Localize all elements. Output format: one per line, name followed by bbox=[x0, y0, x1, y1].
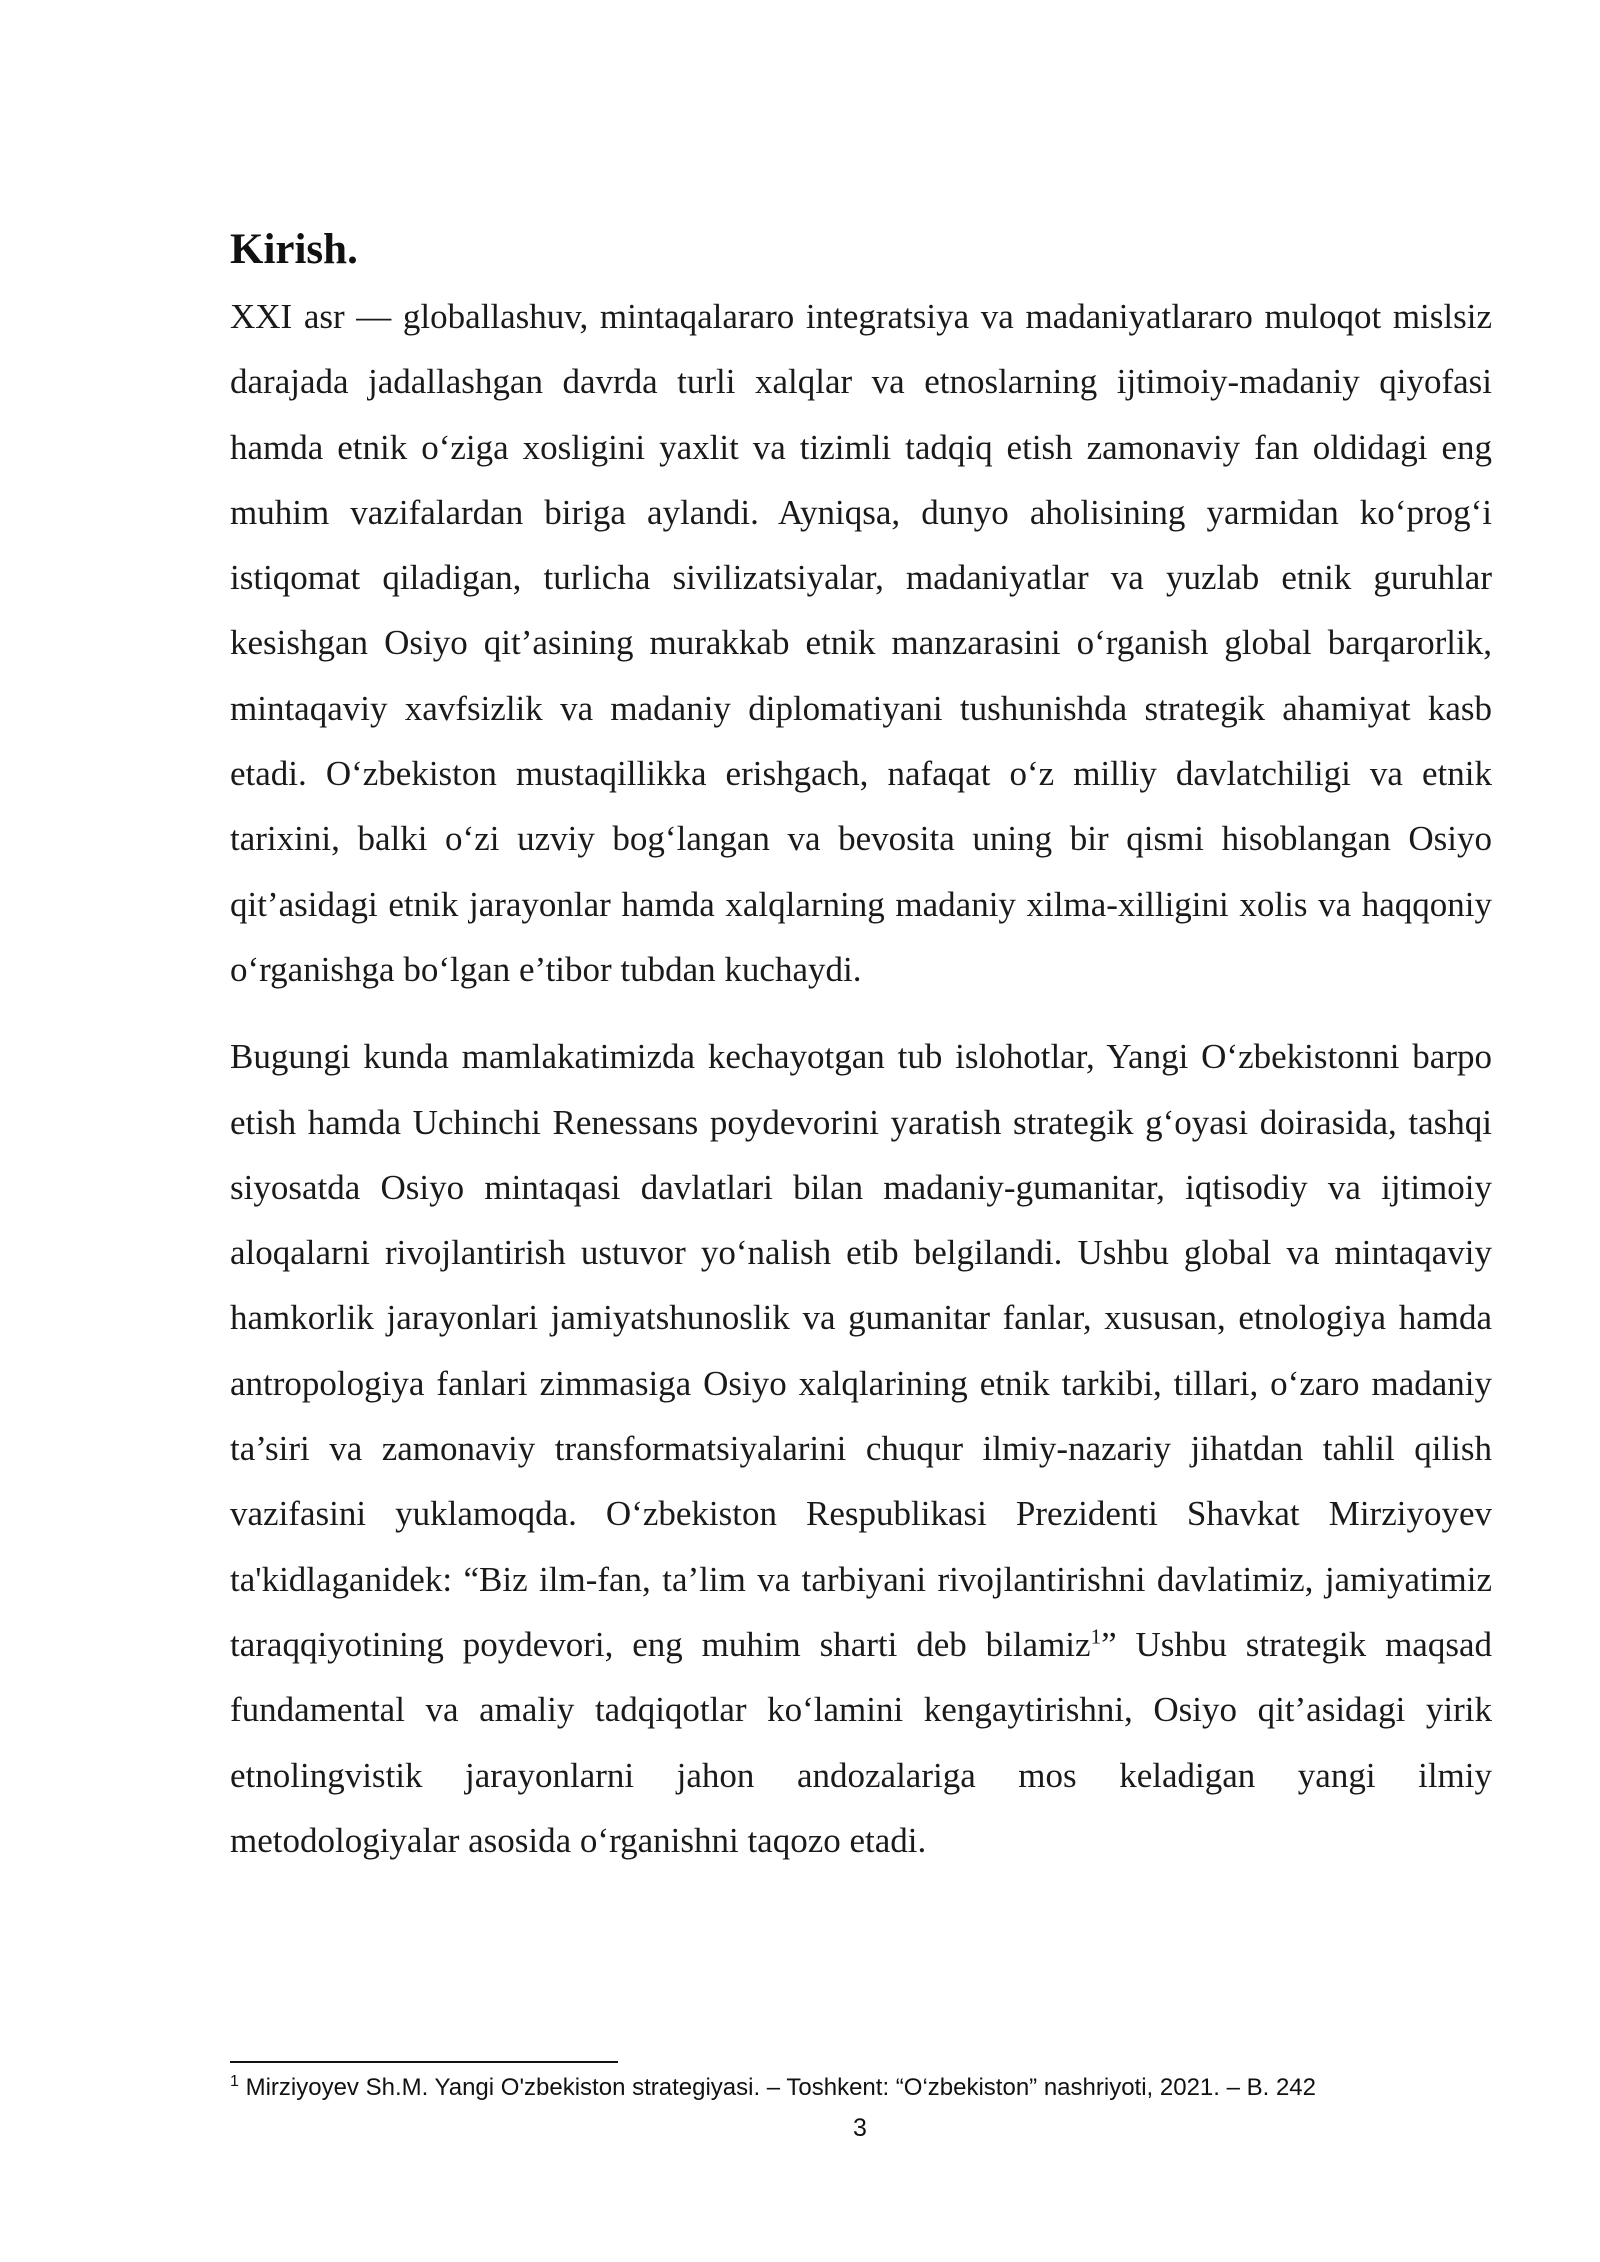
paragraph-text-after-ref: ” Ushbu strategik maqsad fundamental va amaliy tadqiqotlar koʻlamini kengaytirishni, Osiyo qit’asidagi yirik etnolingvistik jarayonlarni jahon andozalariga mos keladigan yangi ilmiy metodologiyalar asosida oʻrganishni taqozo etadi. bbox=[230, 1624, 1492, 1860]
paragraph-text-before-ref: Bugungi kunda mamlakatimizda kechayotgan tub islohotlar, Yangi Oʻzbekistonni barpo etish hamda Uchinchi Renessans poydevorini yaratish strategik gʻoyasi doirasida, tashqi siyosatda Osiyo mintaqasi davlatlari bilan madaniy-gumanitar, iqtisodiy va ijtimoiy aloqalarni rivojlantirish ustuvor yoʻnalish etib belgilandi. Ushbu global va mintaqaviy hamkorlik jarayonlari jamiyatshunoslik va gumanitar fanlar, xususan, etnologiya hamda antropologiya fanlari zimmasiga Osiyo xalqlarining etnik tarkibi, tillari, oʻzaro madaniy ta’siri va zamonaviy transformatsiyalarini chuqur ilmiy-nazariy jihatdan tahlil qilish vazifasini yuklamoqda. Oʻzbekiston Respublikasi Prezidenti Shavkat Mirziyoyev ta'kidlaganidek: “Biz ilm-fan, ta’lim va tarbiyani rivojlantirishni davlatimiz, jamiyatimiz taraqqiyotining poydevori, eng muhim sharti deb bilamiz bbox=[230, 1037, 1492, 1664]
footnote-separator bbox=[230, 2061, 618, 2063]
footnote bbox=[230, 2072, 1492, 2104]
footnote-text: Mirziyoyev Sh.M. Yangi O'zbekiston strategiyasi. – Toshkent: “O‘zbekiston” nashriyoti, 2021. – B. 242 bbox=[238, 2074, 1316, 2101]
section-heading: Kirish. bbox=[230, 226, 358, 273]
paragraph-intro: XXI asr — globallashuv, mintaqalararo integratsiya va madaniyatlararo muloqot mislsiz darajada jadallashgan davrda turli xalqlar va etnoslarning ijtimoiy-madaniy qiyofasi hamda etnik oʻziga xosligini yaxlit va tizimli tadqiq etish zamonaviy fan oldidagi eng muhim vazifalardan biriga aylandi. Ayniqsa, dunyo aholisining yarmidan koʻprogʻi istiqomat qiladigan, turlicha sivilizatsiyalar, madaniyatlar va yuzlab etnik guruhlar kesishgan Osiyo qit’asining murakkab etnik manzarasini oʻrganish global barqarorlik, mintaqaviy xavfsizlik va madaniy diplomatiyani tushunishda strategik ahamiyat kasb etadi. Oʻzbekiston mustaqillikka erishgach, nafaqat oʻz milliy davlatchiligi va etnik tarixini, balki oʻzi uzviy bogʻlangan va bevosita uning bir qismi hisoblangan Osiyo qit’asidagi etnik jarayonlar hamda xalqlarning madaniy xilma-xilligini xolis va haqqoniy oʻrganishga boʻlgan e’tibor tubdan kuchaydi. bbox=[230, 297, 1492, 989]
page-body bbox=[230, 222, 1492, 1873]
paragraph-reforms bbox=[230, 1024, 1492, 1873]
footnote-number: 1 bbox=[230, 2073, 239, 2090]
footnote-reference[interactable]: 1 bbox=[1090, 1624, 1102, 1649]
page-number: 3 bbox=[853, 2114, 867, 2142]
